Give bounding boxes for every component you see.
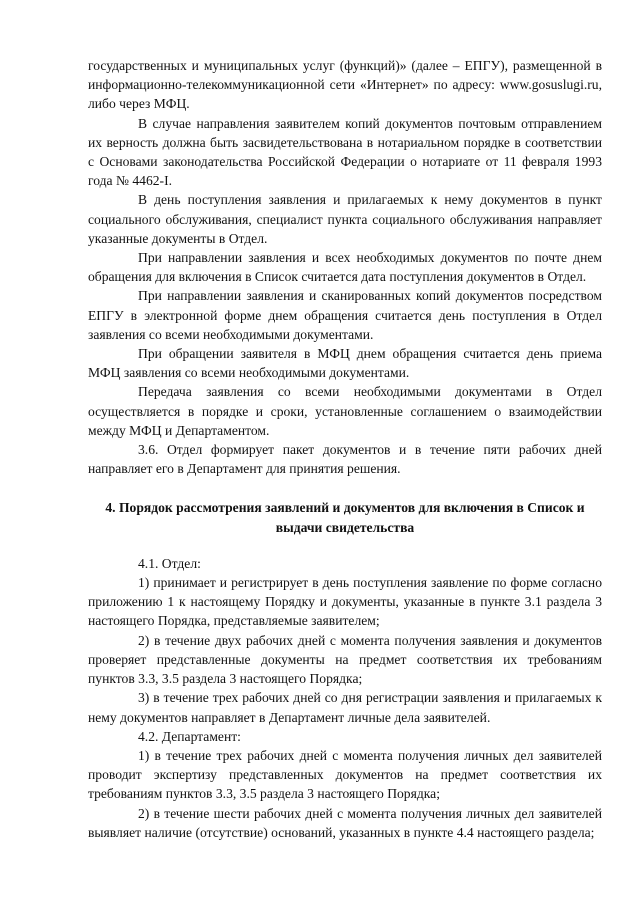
paragraph-epgu-continuation: государственных и муниципальных услуг (функций)» (далее – ЕПГУ), размещенной в информационно-телекоммуникационной сети «Интернет» по адресу: www.gosuslugi.ru, либо через МФЦ. — [88, 58, 602, 112]
paragraph-via-epgu: При направлении заявления и сканированных копий документов посредством ЕПГУ в электронной форме днем обращения считается день поступления в Отдел заявления со всеми необходимыми документами. — [88, 288, 602, 342]
paragraph-4-2: 4.2. Департамент: — [138, 728, 241, 744]
paragraph-notary-copies: В случае направления заявителем копий документов почтовым отправлением их верность должна быть засвидетельствована в нотариальном порядке в соответствии с Основами законодательства Российской Федерации о нотариате от 11 февраля 1993 года № 4462-I. — [88, 115, 602, 189]
paragraph-4-1: 4.1. Отдел: — [138, 555, 201, 571]
paragraph-service-point: В день поступления заявления и прилагаемых к нему документов в пункт социального обслуживания, специалист пункта социального обслуживания направляет указанные документы в Отдел. — [88, 192, 602, 246]
paragraph-by-mail: При направлении заявления и всех необходимых документов по почте днем обращения для включения в Список считается дата поступления документов в Отдел. — [88, 250, 602, 285]
paragraph-transfer: Передача заявления со всеми необходимыми документами в Отдел осуществляется в порядке и сроки, установленные соглашением о взаимодействии между МФЦ и Департаментом. — [88, 384, 602, 438]
paragraph-via-mfc: При обращении заявителя в МФЦ днем обращения считается день приема МФЦ заявления со всеми необходимыми документами. — [88, 346, 602, 381]
paragraph-4-1-item-3: 3) в течение трех рабочих дней со дня регистрации заявления и прилагаемых к нему документов направляет в Департамент личные дела заявителей. — [88, 690, 602, 725]
paragraph-3-6: 3.6. Отдел формирует пакет документов и в течение пяти рабочих дней направляет его в Департамент для принятия решения. — [88, 442, 602, 477]
paragraph-4-1-item-2: 2) в течение двух рабочих дней с момента получения заявления и документов проверяет представленные документы на предмет соответствия их требованиям пунктов 3.3, 3.5 раздела 3 настоящего Порядка; — [88, 632, 602, 687]
section-heading: 4. Порядок рассмотрения заявлений и документов для включения в Список и выдачи свидетельства — [105, 500, 585, 535]
document-page — [88, 56, 602, 842]
paragraph-4-2-item-1: 1) в течение трех рабочих дней с момента получения личных дел заявителей проводит экспертизу представленных документов на предмет соответствия их требованиям пунктов 3.3, 3.5 раздела 3 настоящего Порядка; — [88, 747, 602, 802]
paragraph-4-1-item-1: 1) принимает и регистрирует в день поступления заявление по форме согласно приложению 1 к настоящему Порядку и документы, указанные в пункте 3.1 раздела 3 настоящего Порядка, представляемые заявителем; — [88, 575, 602, 629]
paragraph-4-2-item-2: 2) в течение шести рабочих дней с момента получения личных дел заявителей выявляет наличие (отсутствие) оснований, указанных в пункте 4.4 настоящего раздела; — [88, 805, 602, 840]
